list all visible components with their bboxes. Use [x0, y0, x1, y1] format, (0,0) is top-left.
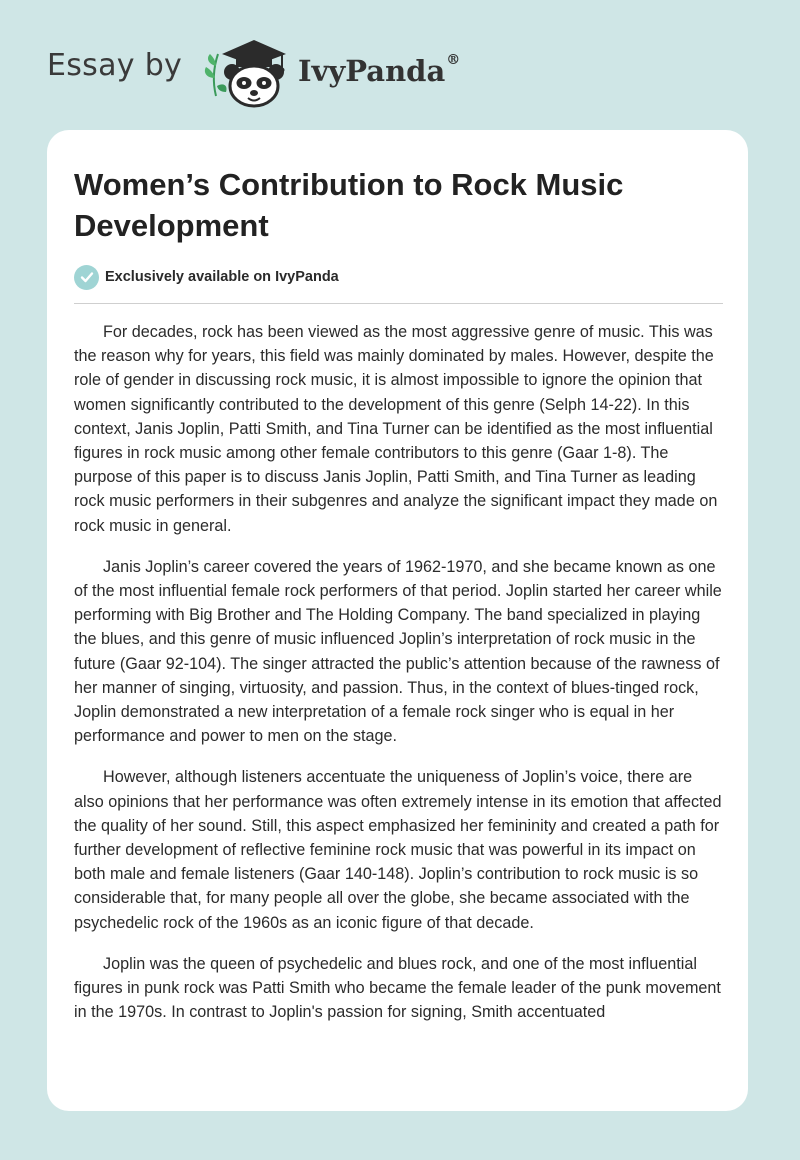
- paragraph: For decades, rock has been viewed as the most aggressive genre of music. This was the reason why for years, this field was mainly dominated by males. However, despite the role of gender in discussing rock music, it is almost impossible to ignore the opinion that women significantly contributed to the development of this genre (Selph 14-22). In this context, Janis Joplin, Patti Smith, and Tina Turner can be identified as the most influential figures in rock music among other female contributors to this genre (Gaar 1-8). The purpose of this paper is to discuss Janis Joplin, Patti Smith, and Tina Turner as leading rock music performers in their subgenres and analyze the significant impact they made on rock music in general.: [74, 323, 718, 535]
- paragraph: Joplin was the queen of psychedelic and blues rock, and one of the most influential figures in punk rock was Patti Smith who became the female leader of the punk movement in the 1970s. In contrast to Joplin's passion for signing, Smith accentuated: [74, 954, 721, 1022]
- divider: [74, 303, 723, 304]
- essay-title: Women’s Contribution to Rock Music Development: [74, 167, 624, 243]
- brand-text: IvyPanda: [298, 54, 446, 88]
- check-icon: [74, 265, 99, 290]
- paragraph: Janis Joplin’s career covered the years of 1962-1970, and she became known as one of the most influential female rock performers of that period. Joplin started her career while performing with Big Brother and The Holding Company. The band specialized in playing the blues, and this genre of music influenced Joplin’s interpretation of rock music in the future (Gaar 92-104). The singer attracted the public’s attention because of the rawness of her manner of singing, virtuosity, and passion. Thus, in the context of blues-tinged rock, Joplin demonstrated a new interpretation of a female rock singer who is equal in her performance and power to men on the stage.: [74, 557, 722, 746]
- exclusive-badge: [74, 264, 339, 290]
- panda-logo-icon: [200, 36, 296, 108]
- essay-by-label: Essay by: [47, 48, 183, 83]
- paragraph: However, although listeners accentuate the uniqueness of Joplin’s voice, there are also opinions that her performance was often extremely intense in its emotion that affected the quality of her sound. Still, this aspect emphasized her femininity and created a path for further development of reflective feminine rock music that was powerful in its impact on both male and female listeners (Gaar 140-148). Joplin’s contribution to rock music is so considerable that, for many people all over the globe, she became associated with the psychedelic rock of the 1960s as an iconic figure of that decade.: [74, 768, 722, 932]
- essay-body: [74, 320, 726, 1041]
- essay-card: [47, 130, 748, 1111]
- badge-label: Exclusively available on IvyPanda: [105, 269, 339, 285]
- registered-mark: ®: [446, 52, 461, 69]
- site-header: [0, 0, 800, 120]
- brand-name: [298, 54, 460, 88]
